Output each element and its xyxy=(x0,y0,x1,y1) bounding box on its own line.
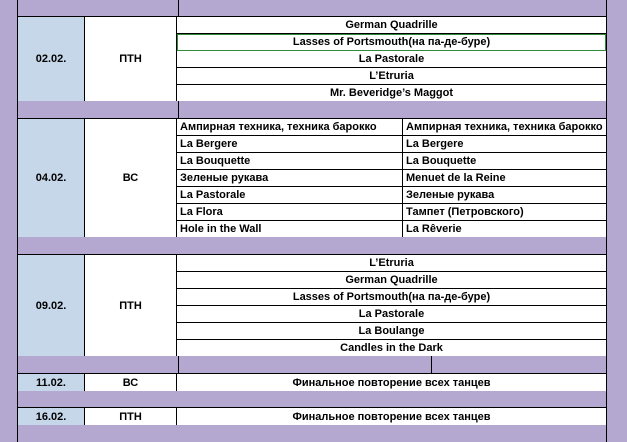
separator-row xyxy=(17,0,607,17)
dance-row: German Quadrille xyxy=(177,272,606,289)
dance-list xyxy=(177,408,607,425)
dance-pair-row xyxy=(177,136,606,153)
separator-row xyxy=(17,356,607,373)
day-cell: ПТН xyxy=(85,408,177,425)
dance-right: La Bergere xyxy=(406,138,464,150)
schedule-block-0902 xyxy=(17,254,607,357)
dance-right: Ампирная техника, техника барокко xyxy=(406,121,603,133)
dance-left: La Bergere xyxy=(177,136,403,152)
day-cell: ПТН xyxy=(85,17,177,101)
dance-row: German Quadrille xyxy=(177,17,606,34)
date-cell: 09.02. xyxy=(17,255,85,356)
date-cell: 11.02. xyxy=(17,374,85,391)
schedule-block-0202 xyxy=(17,16,607,102)
dance-right: Menuet de la Reine xyxy=(406,172,506,184)
day-cell: ВС xyxy=(85,119,177,237)
separator-row xyxy=(17,237,607,254)
dance-pair-list xyxy=(177,119,607,237)
dance-row: Финальное повторение всех танцев xyxy=(292,376,491,389)
date-cell: 16.02. xyxy=(17,408,85,425)
dance-left: La Flora xyxy=(177,204,403,220)
date-cell: 02.02. xyxy=(17,17,85,101)
day-cell: ПТН xyxy=(85,255,177,356)
dance-pair-row xyxy=(177,204,606,221)
dance-right: La Bouquette xyxy=(406,155,477,167)
date-cell: 04.02. xyxy=(17,119,85,237)
dance-row: L’Etruria xyxy=(177,68,606,85)
dance-left: La Pastorale xyxy=(177,187,403,203)
dance-left: Зеленые рукава xyxy=(177,170,403,186)
dance-row-selected[interactable]: Lasses of Portsmouth(на па-де-буре) xyxy=(177,34,606,51)
separator-row xyxy=(17,391,607,407)
dance-row: L’Etruria xyxy=(177,255,606,272)
dance-left: La Bouquette xyxy=(177,153,403,169)
dance-row: Lasses of Portsmouth(на па-де-буре) xyxy=(177,289,606,306)
day-cell: ВС xyxy=(85,374,177,391)
dance-list xyxy=(177,255,607,356)
dance-left: Hole in the Wall xyxy=(177,220,403,237)
dance-right: Зеленые рукава xyxy=(406,189,495,201)
dance-left: Ампирная техника, техника барокко xyxy=(177,119,403,135)
separator-row xyxy=(17,101,607,118)
dance-row: La Pastorale xyxy=(177,51,606,68)
dance-pair-row xyxy=(177,119,606,136)
dance-row: La Pastorale xyxy=(177,306,606,323)
schedule-block-0402 xyxy=(17,118,607,238)
dance-right: La Rêverie xyxy=(406,222,462,235)
dance-pair-row xyxy=(177,220,606,237)
schedule-block-1102 xyxy=(17,373,607,392)
separator-row xyxy=(17,425,607,442)
dance-row: La Boulange xyxy=(177,323,606,340)
dance-row: Mr. Beveridge’s Maggot xyxy=(329,86,454,99)
dance-list xyxy=(177,17,607,101)
dance-row: Финальное повторение всех танцев xyxy=(292,410,491,423)
dance-list xyxy=(177,374,607,391)
dance-pair-row xyxy=(177,187,606,204)
dance-pair-row xyxy=(177,170,606,187)
dance-row: Candles in the Dark xyxy=(340,341,443,354)
schedule-block-1602 xyxy=(17,407,607,426)
dance-right: Тампет (Петровского) xyxy=(406,206,524,218)
dance-pair-row xyxy=(177,153,606,170)
